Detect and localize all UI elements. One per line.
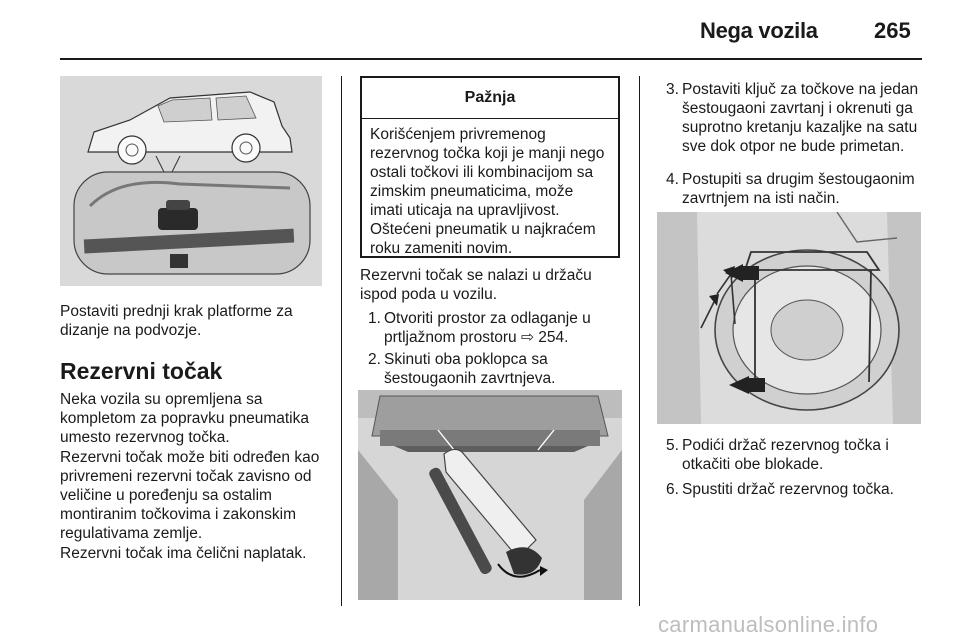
step-number: 4. bbox=[666, 171, 679, 188]
paragraph-temporary-spare: Rezervni točak može biti određen kao privremeni rezervni točak zavisno od veličine u poređenju sa ostalim montiranim točkovima i zakonskim regulativama zemlje. bbox=[60, 449, 320, 542]
paragraph-steel-rim: Rezervni točak ima čelični naplatak. bbox=[60, 545, 307, 562]
caution-text: Korišćenjem privremenog rezervnog točka koji je manji nego ostali točkovi ili kombinacijom sa zimskim pneumaticima, može imati uticaja na upravljivost. Oštećeni pneumatik u najkraćem roku zameniti novim. bbox=[370, 126, 605, 257]
step-text: Postupiti sa drugim šestougaonim zavrtnjem na isti način. bbox=[682, 171, 915, 207]
step-number: 2. bbox=[368, 351, 381, 368]
page-number: 265 bbox=[874, 18, 911, 43]
caution-title: Pažnja bbox=[362, 78, 618, 119]
step-number: 5. bbox=[666, 437, 679, 454]
step-number: 1. bbox=[368, 310, 381, 327]
list-item-step-5 bbox=[666, 436, 922, 476]
section-heading-spare-wheel: Rezervni točak bbox=[60, 358, 223, 384]
paragraph-repair-kit: Neka vozila su opremljena sa kompletom za popravku pneumatika umesto rezervnog točka. bbox=[60, 391, 309, 446]
page-ref-number[interactable]: 254. bbox=[538, 329, 569, 346]
step-text: Postaviti ključ za točkove na jedan šestougaoni zavrtanj i okrenuti ga suprotno kretanju kazaljke na satu sve dok otpor ne bude primetan. bbox=[682, 81, 919, 155]
list-item-step-4 bbox=[666, 170, 922, 210]
step-text: Spustiti držač rezervnog točka. bbox=[682, 481, 894, 498]
step-number: 3. bbox=[666, 81, 679, 98]
figure-spare-wheel-holder bbox=[657, 212, 921, 424]
figure-trunk-wrench bbox=[358, 390, 622, 600]
car-lift-illustration bbox=[60, 76, 322, 286]
paragraph-spare-location: Rezervni točak se nalazi u držaču ispod poda u vozilu. bbox=[360, 267, 592, 303]
page-header-title: Nega vozila bbox=[700, 18, 818, 43]
figure-lift-platform bbox=[60, 76, 322, 286]
column-divider-left bbox=[341, 76, 342, 606]
trunk-wrench-illustration bbox=[358, 390, 622, 600]
spare-wheel-holder-illustration bbox=[657, 212, 921, 424]
list-item-step-6 bbox=[666, 480, 922, 500]
caution-box bbox=[360, 76, 620, 258]
list-item-step-1 bbox=[368, 309, 622, 349]
watermark-text: carmanualsonline.info bbox=[658, 612, 879, 637]
list-item-step-3 bbox=[666, 80, 922, 178]
step-text: Otvoriti prostor za odlaganje u prtljažnom prostoru bbox=[384, 310, 591, 346]
column-divider-right bbox=[639, 76, 640, 606]
step-number: 6. bbox=[666, 481, 679, 498]
caption-lift-platform: Postaviti prednji krak platforme za dizanje na podvozje. bbox=[60, 303, 293, 339]
step-text: Podići držač rezervnog točka i otkačiti obe blokade. bbox=[682, 437, 889, 473]
header-rule bbox=[60, 58, 922, 60]
page-ref-arrow-icon: ⇨ bbox=[520, 329, 534, 346]
list-item-step-2 bbox=[368, 350, 622, 390]
step-text: Skinuti oba poklopca sa šestougaonih zavrtnjeva. bbox=[384, 351, 556, 387]
